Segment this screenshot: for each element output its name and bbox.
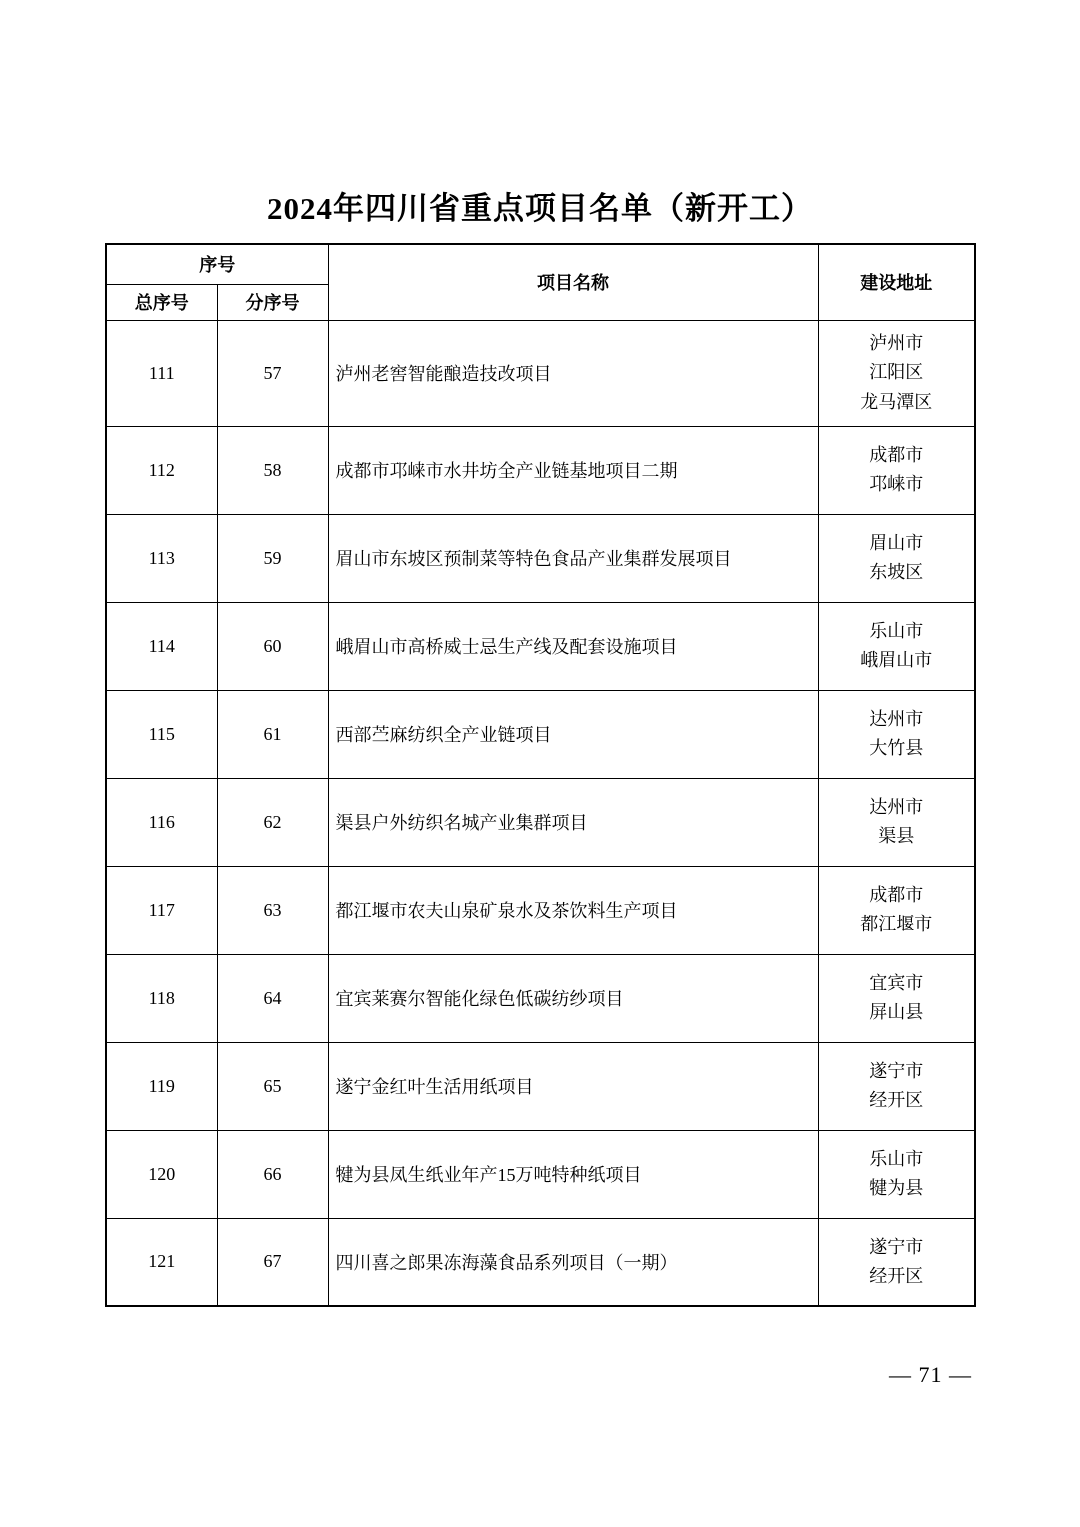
sub-serial-cell: 65 <box>217 1042 328 1130</box>
location-cell <box>818 320 975 426</box>
table-row <box>106 690 975 778</box>
header-serial-group: 序号 <box>106 244 328 284</box>
location-line: 龙马潭区 <box>860 391 933 412</box>
project-name-cell: 遂宁金红叶生活用纸项目 <box>328 1042 818 1130</box>
total-serial-cell: 112 <box>106 426 217 514</box>
location-line: 遂宁市 <box>869 1236 924 1257</box>
total-serial-cell: 114 <box>106 602 217 690</box>
table-row <box>106 426 975 514</box>
location-line: 成都市 <box>869 884 924 905</box>
sub-serial-cell: 66 <box>217 1130 328 1218</box>
sub-serial-cell: 57 <box>217 320 328 426</box>
sub-serial-cell: 61 <box>217 690 328 778</box>
project-name-cell: 泸州老窖智能酿造技改项目 <box>328 320 818 426</box>
location-cell <box>818 690 975 778</box>
header-project-name: 项目名称 <box>328 244 818 320</box>
total-serial-cell: 120 <box>106 1130 217 1218</box>
table-body <box>106 320 975 1306</box>
location-line: 经开区 <box>869 1265 924 1286</box>
location-cell <box>818 954 975 1042</box>
project-table <box>105 243 976 1307</box>
total-serial-cell: 115 <box>106 690 217 778</box>
table-row <box>106 320 975 426</box>
page-title: 2024年四川省重点项目名单（新开工） <box>267 191 813 226</box>
location-line: 达州市 <box>869 708 924 729</box>
project-name-cell: 渠县户外纺织名城产业集群项目 <box>328 778 818 866</box>
location-line: 峨眉山市 <box>860 650 933 670</box>
location-cell <box>818 778 975 866</box>
project-name-cell: 四川喜之郎果冻海藻食品系列项目（一期） <box>328 1218 818 1306</box>
total-serial-cell: 119 <box>106 1042 217 1130</box>
total-serial-cell: 116 <box>106 778 217 866</box>
table-row <box>106 1218 975 1306</box>
location-line: 乐山市 <box>869 1148 924 1169</box>
total-serial-cell: 111 <box>106 320 217 426</box>
location-line: 宜宾市 <box>869 972 924 993</box>
location-line: 乐山市 <box>869 620 924 641</box>
total-serial-cell: 117 <box>106 866 217 954</box>
location-line: 遂宁市 <box>869 1060 924 1081</box>
location-line: 犍为县 <box>869 1178 924 1198</box>
location-line: 都江堰市 <box>860 914 933 934</box>
project-name-cell: 峨眉山市高桥威士忌生产线及配套设施项目 <box>328 602 818 690</box>
project-name-cell: 宜宾莱赛尔智能化绿色低碳纺纱项目 <box>328 954 818 1042</box>
location-cell <box>818 426 975 514</box>
table-row <box>106 866 975 954</box>
project-name-cell: 都江堰市农夫山泉矿泉水及茶饮料生产项目 <box>328 866 818 954</box>
total-serial-cell: 118 <box>106 954 217 1042</box>
sub-serial-cell: 60 <box>217 602 328 690</box>
location-cell <box>818 514 975 602</box>
location-line: 成都市 <box>869 444 924 465</box>
location-line: 江阳区 <box>869 362 924 383</box>
table-header <box>106 244 975 320</box>
location-line: 经开区 <box>869 1090 924 1110</box>
location-line: 大竹县 <box>869 738 924 758</box>
total-serial-cell: 121 <box>106 1218 217 1306</box>
table-row <box>106 602 975 690</box>
location-line: 渠县 <box>878 826 915 846</box>
table-row <box>106 954 975 1042</box>
project-name-cell: 犍为县凤生纸业年产15万吨特种纸项目 <box>328 1130 818 1218</box>
location-line: 眉山市 <box>869 532 924 553</box>
location-line: 东坡区 <box>869 562 924 582</box>
location-line: 泸州市 <box>869 333 924 354</box>
project-name-cell: 西部苎麻纺织全产业链项目 <box>328 690 818 778</box>
location-cell <box>818 1130 975 1218</box>
location-cell <box>818 602 975 690</box>
header-location: 建设地址 <box>818 244 975 320</box>
project-name-cell: 眉山市东坡区预制菜等特色食品产业集群发展项目 <box>328 514 818 602</box>
total-serial-cell: 113 <box>106 514 217 602</box>
table-row <box>106 514 975 602</box>
header-sub-serial: 分序号 <box>217 284 328 320</box>
sub-serial-cell: 64 <box>217 954 328 1042</box>
location-cell <box>818 866 975 954</box>
table-row <box>106 1130 975 1218</box>
sub-serial-cell: 58 <box>217 426 328 514</box>
sub-serial-cell: 59 <box>217 514 328 602</box>
table-row <box>106 1042 975 1130</box>
table-row <box>106 778 975 866</box>
location-line: 邛崃市 <box>869 474 924 494</box>
header-total-serial: 总序号 <box>106 284 217 320</box>
page-number: — 71 — <box>889 1362 972 1387</box>
location-line: 达州市 <box>869 796 924 817</box>
sub-serial-cell: 63 <box>217 866 328 954</box>
location-line: 屏山县 <box>869 1002 924 1022</box>
location-cell <box>818 1218 975 1306</box>
project-name-cell: 成都市邛崃市水井坊全产业链基地项目二期 <box>328 426 818 514</box>
sub-serial-cell: 62 <box>217 778 328 866</box>
location-cell <box>818 1042 975 1130</box>
sub-serial-cell: 67 <box>217 1218 328 1306</box>
